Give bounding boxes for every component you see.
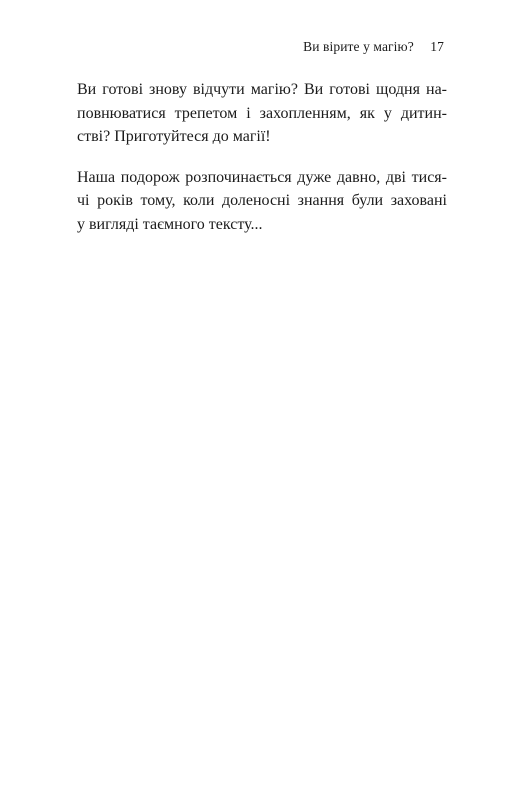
text-line: чі років тому, коли доленосні знання були заховані bbox=[77, 192, 447, 209]
running-head-title: Ви вірите у магію? bbox=[303, 39, 414, 54]
paragraph-2 bbox=[77, 166, 447, 237]
text-line: Ви готові знову відчути магію? Ви готові щодня на- bbox=[77, 81, 447, 98]
page-number: 17 bbox=[430, 39, 444, 54]
running-head bbox=[303, 39, 444, 55]
body-text bbox=[77, 78, 447, 253]
text-line: Наша подорож розпочинається дуже давно, дві тися- bbox=[77, 168, 447, 186]
text-line: повнюватися трепетом і захопленням, як у дитин- bbox=[77, 104, 447, 122]
paragraph-1 bbox=[77, 78, 447, 149]
text-line: стві? Приготуйтеся до магії! bbox=[77, 128, 271, 145]
text-line: у вигляді таємного тексту... bbox=[77, 215, 263, 233]
